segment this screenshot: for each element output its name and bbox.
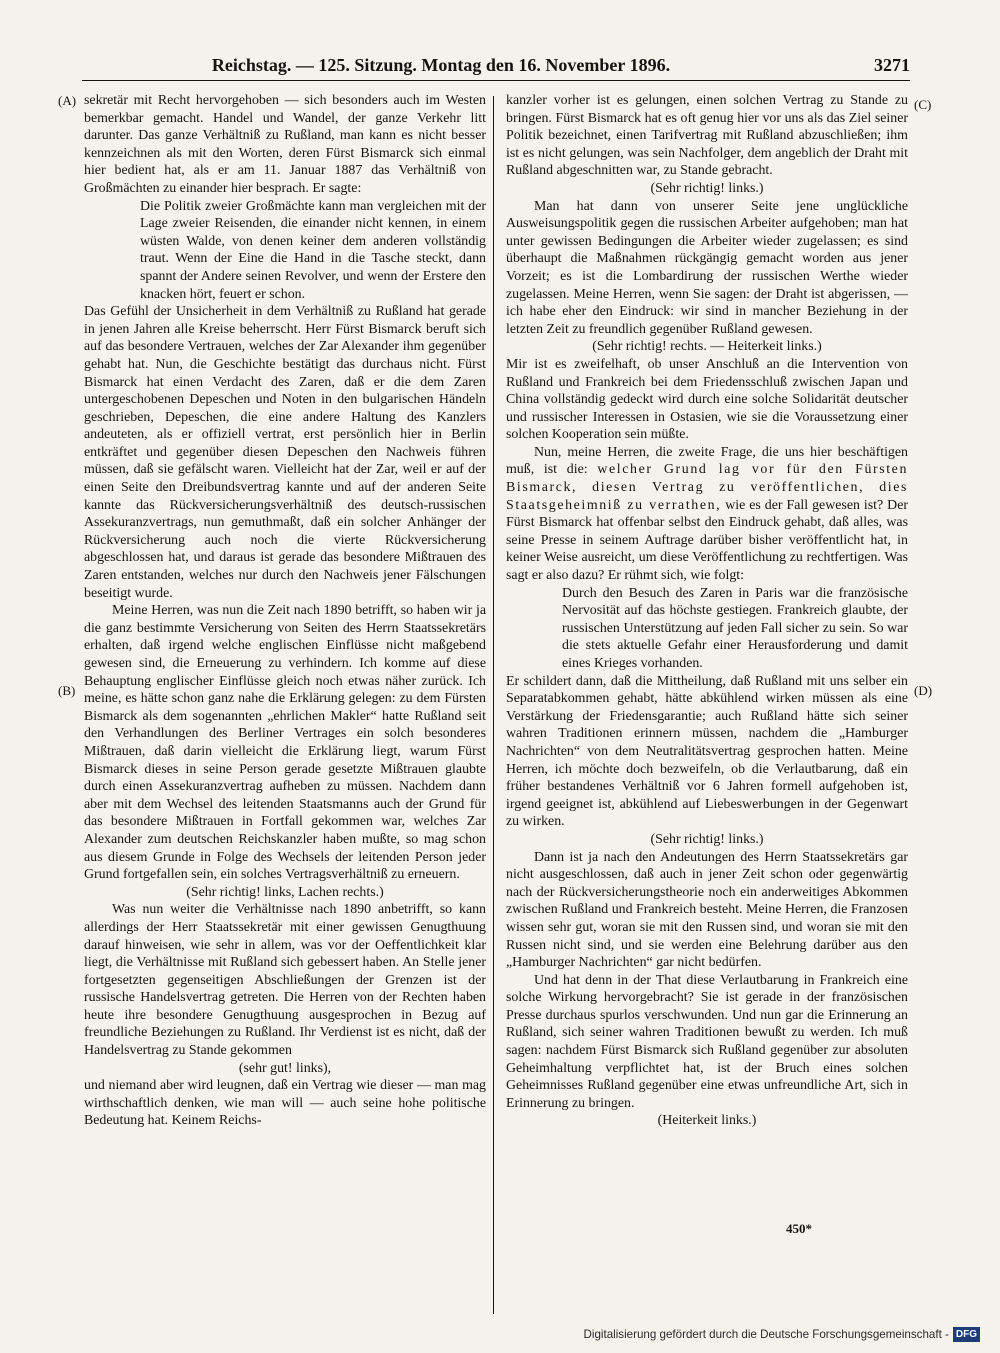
- interjection: (Sehr richtig! links.): [650, 180, 764, 196]
- sheet-signature: 450*: [786, 1221, 812, 1236]
- interjection: (sehr gut! links),: [238, 1060, 332, 1076]
- margin-mark-a: (A): [58, 93, 77, 108]
- interjection: (Sehr richtig! links.): [650, 831, 764, 847]
- paragraph: Und hat denn in der That diese Verlautbarung in Frankreich eine solche Wirkung hervorgebracht? Sie ist gerade in der französischen Presse durchaus spurlos verschwunden. Und nun gar die Erinnerung an Rußland, sich seiner wahren Traditionen bewußt zu werden. Ich muß sagen: nachdem Fürst Bismarck sich Rußland gegenüber zur absoluten Geheimhaltung verpflichtet hat, ist der Bruch eines solchen Geheimnisses Rußland gegenüber eine etwas unfreundliche Art, sich in Erinnerung zu bringen.: [506, 972, 908, 1111]
- spaced-emphasis: welcher Grund lag vor für den Fürsten Bismarck, diesen Vertrag zu veröffentlichen, dies Staatsgeheimniß zu verrathen,: [506, 462, 908, 513]
- block-quote: Die Politik zweier Großmächte kann man vergleichen mit der Lage zweier Reisenden, die einander nicht kennen, in einem wüsten Walde, von denen keiner dem anderen vollständig traut. Wenn der Eine die Hand in die Tasche steckt, dann spannt der Andere seinen Revolver, und wenn der Erstere den knacken hört, feuert er schon.: [140, 198, 486, 302]
- margin-mark-b: (B): [58, 683, 76, 698]
- paragraph: Mir ist es zweifelhaft, ob unser Anschluß an die Intervention von Rußland und Frankreich bei dem Friedensschluß zwischen Japan und China vollständig gedeckt wird durch eine solche Solidarität deutscher und russischer Interessen in Ostasien, wie sie die Voraussetzung einer solchen Kooperation sein müßte.: [506, 356, 908, 443]
- column-divider: [493, 96, 494, 1314]
- paragraph: Dann ist ja nach den Andeutungen des Herrn Staatssekretärs gar nicht ausgeschlossen, daß auch in jener Zeit schon oder gegenwärtig nach der Rückversicherungstheorie noch ein anderweitiges Abkommen zwischen Rußland und Frankreich besteht. Meine Herren, die Franzosen wissen sehr gut, woran sie mit den Russen sind, und woran sie mit den Russen nicht sind, und sie werden eine Belehrung darüber aus den „Hamburger Nachrichten“ gar nicht bedürfen.: [506, 849, 908, 971]
- interjection: (Sehr richtig! rechts. — Heiterkeit links.): [592, 339, 822, 355]
- margin-mark-d: (D): [914, 683, 933, 698]
- interjection: (Heiterkeit links.): [657, 1113, 757, 1129]
- paragraph: Meine Herren, was nun die Zeit nach 1890 betrifft, so haben wir ja die ganz bestimmte Versicherung von Seiten des Herrn Staatssekretärs erhalten, daß irgend welche englischen Einflüsse nicht maßgebend gewesen sind, die Erneuerung zu verhindern. Ich komme auf diese Behauptung englischer Einflüsse gleich noch etwas näher zurück. Ich meine, es hätte schon ganz nahe die Erklärung gelegen: zu dem Fürsten Bismarck als dem sogenannten „ehrlichen Makler“ hatte Rußland seit den Verhandlungen des Berliner Vertrages ein solch besonderes Mißtrauen, daß darin vielleicht die Erklärung liegt, warum Fürst Bismarck dieses in seine Person gerade gesetzte Mißtrauen glaubte durch einen Assekuranzvertrag aufheben zu müssen. Nachdem dann aber mit dem Wechsel des leitenden Staatsmanns auch der Grund für das besondere Mißtrauen in Fortfall gekommen war, welches Zar Alexander zum deutschen Reichskanzler haben mußte, so mag schon aus diesem Grunde in Folge des Wechsels der leitenden Person jeder Grund fortgefallen sein, ein solches Vertragsverhältniß zu erneuern.: [84, 603, 486, 883]
- block-quote: Durch den Besuch des Zaren in Paris war die französische Nervosität auf das höchste gestiegen. Frankreich glaubte, der russischen Unterstützung auf jeden Fall sicher zu sein. So war die stets aktuelle Gefahr einer Herausforderung und damit eines Krieges vorhanden.: [562, 585, 908, 671]
- margin-mark-c: (C): [914, 97, 932, 112]
- paragraph-text: wie es der Fall gewesen ist? Der Fürst Bismarck hat offenbar selbst den Eindruck gehabt, daß alles, was seine Presse in seinem Auftrage darüber bisher veröffentlicht hat, in keiner Weise ausreicht, um diese Veröffentlichung zu rechtfertigen. Was sagt er also dazu? Er rühmt sich, wie folgt:: [506, 497, 908, 584]
- paragraph: kanzler vorher ist es gelungen, einen solchen Vertrag zu Stande zu bringen. Fürst Bismarck hat es oft genug hier vor uns als das Ziel seiner Politik bezeichnet, einen Tarifvertrag mit Rußland abzuschließen; ihm ist es nicht gelungen, was sein Nachfolger, dem angeblich der Draht mit Rußland abgeschnitten war, zu Stande gebracht.: [506, 93, 908, 179]
- digitization-footer: [584, 1327, 981, 1342]
- dfg-logo: DFG: [953, 1327, 980, 1342]
- header-title: Reichstag. — 125. Sitzung. Montag den 16. November 1896.: [211, 55, 671, 75]
- paragraph: und niemand aber wird leugnen, daß ein Vertrag wie dieser — man mag wirthschaftlich denken, wie man will — auch seine hohe politische Bedeutung hat. Keinem Reichs-: [84, 1078, 486, 1129]
- left-column: [84, 92, 486, 1130]
- footer-text: Digitalisierung gefördert durch die Deutsche Forschungsgemeinschaft -: [583, 1328, 949, 1341]
- paragraph: Er schildert dann, daß die Mittheilung, daß Rußland mit uns selber ein Separatabkommen gehabt, hätte abkühlend wirken müssen als eine Verstärkung der Friedensgarantie; auch Rußland hätte sich seiner wahren Traditionen erinnern müssen, nachdem die „Hamburger Nachrichten“ von dem Neutralitätsvertrag gesprochen hatten. Meine Herren, ich möchte doch bezweifeln, ob die Verlautbarung, daß ein früher bestandenes Verhältniß vor 6 Jahren formell aufgehoben ist, irgend geeignet ist, abkühlend auf Liebeswerbungen in der Gegenwart zu wirken.: [506, 673, 908, 830]
- paragraph: sekretär mit Recht hervorgehoben — sich besonders auch im Westen bemerkbar gemacht. Handel und Wandel, der ganze Verkehr litt darunter. Das ganze Verhältniß zu Rußland, man kann es nicht besser kennzeichnen als mit den Worten, deren Fürst Bismarck sich einmal hier bedient hat, als er am 11. Januar 1887 das Verhältniß von Großmächten zu einander hier besprach. Er sagte:: [84, 93, 486, 196]
- header-rule: [82, 80, 910, 81]
- right-column: [506, 92, 908, 1130]
- paragraph: Das Gefühl der Unsicherheit in dem Verhältniß zu Rußland hat gerade in jenen Jahren alle Kreise beherrscht. Herr Fürst Bismarck beruft sich auf das besondere Vertrauen, welches der Zar Alexander ihm gegenüber gehabt hat. Nun, die Geschichte bestätigt das durchaus nicht. Fürst Bismarck hat einen Verdacht des Zaren, daß er die dem Zaren untergeschobenen Depeschen und Noten in den bulgarischen Händeln geschrieben, Depeschen, die eine andere Haltung des Kanzlers andeuteten, als er offiziell vertrat, erst persönlich hier in Berlin entkräftet und gegenüber diesen Depeschen den Nachweis führen müssen, daß sie gefälscht waren. Vielleicht hat der Zar, weil er auf der einen Seite den Dreibundsvertrag kannte und auf der anderen Seite kannte das Rückversicherungsverhältniß des deutsch-russischen Assekuranzvertrags, nun gemuthmaßt, daß ein solcher Anhänger der Rückversicherung auch noch die vierte Rückversicherung abgeschlossen hat, und daraus ist gerade das besondere Mißtrauen des Zaren entstanden, welches nur durch den Nachweis jener Fälschungen beseitigt wurde.: [84, 304, 486, 601]
- paragraph: Man hat dann von unserer Seite jene unglückliche Ausweisungspolitik gegen die russischen Arbeiter aufgehoben; man hat unter gewissen Bedingungen die Arbeiter wieder zugelassen; es sind überhaupt die Maßnahmen rückgängig gemacht worden aus jener Vorzeit; es ist die Lombardirung der russischen Werthe wieder zugelassen. Meine Herren, wenn Sie sagen: der Draht ist abgerissen, — ich habe eher den Eindruck: wir sind in mancher Beziehung in der letzten Zeit zu freundlich gegenüber Rußland gewesen.: [506, 198, 908, 337]
- paragraph-text: Nun, meine Herren, die zweite Frage, die uns hier beschäftigen muß, ist die:: [506, 444, 908, 478]
- paragraph: [506, 444, 908, 585]
- running-header: [82, 55, 910, 77]
- interjection: (Sehr richtig! links, Lachen rechts.): [186, 884, 384, 900]
- page-number: 3271: [874, 55, 910, 75]
- paragraph: Was nun weiter die Verhältnisse nach 1890 anbetrifft, so kann allerdings der Herr Staatssekretär mit einer gewissen Genugthuung darauf hinweisen, wie sehr in allem, was vor der Oeffentlichkeit klar liegt, die Verhältnisse mit Rußland sich gebessert haben. An Stelle jener fortgesetzten gegenseitigen Abschließungen der Grenzen ist der russische Handelsvertrag getreten. Die Herren von der Rechten haben heute ihre besondere Genugthuung ausgesprochen in Bezug auf freundliche Beziehungen zu Rußland. Ihr Verdienst ist es nicht, daß der Handelsvertrag zu Stande gekommen: [84, 902, 486, 1059]
